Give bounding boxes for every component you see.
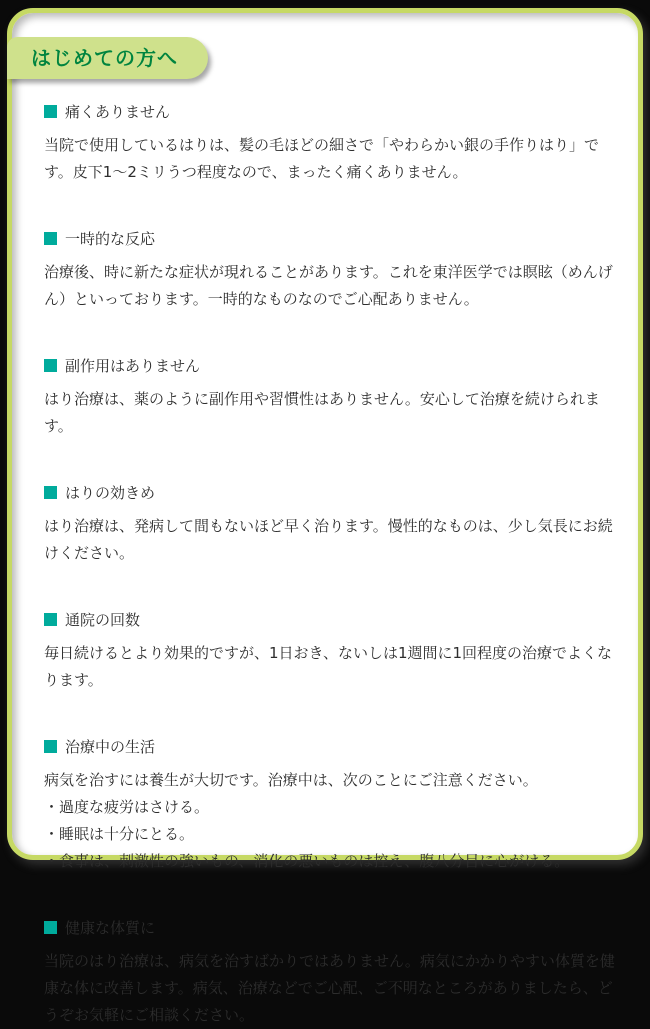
section-body [44,948,626,1029]
square-bullet-icon [44,613,57,626]
square-bullet-icon [44,105,57,118]
section-heading [44,355,626,376]
info-section [44,482,626,567]
section-heading [44,482,626,503]
square-bullet-icon [44,359,57,372]
section-heading-text: 痛くありません [65,103,171,121]
info-section [44,228,626,313]
body-paragraph: ・睡眠は十分にとる。 [44,825,195,843]
section-body [44,767,626,875]
section-heading [44,917,626,938]
section-body [44,640,626,694]
section-heading [44,101,626,122]
section-heading-text: 治療中の生活 [65,738,156,756]
section-heading [44,736,626,757]
content-panel [7,8,643,1024]
body-paragraph: 当院で使用しているはりは、髪の毛ほどの細さで「やわらかい銀の手作りはり」です。皮下1〜2ミリうつ程度なので、まったく痛くありません。 [44,136,600,181]
section-body [44,259,626,313]
section-heading [44,609,626,630]
body-paragraph: 当院のはり治療は、病気を治すばかりではありません。病気にかかりやすい体質を健康な体に改善します。病気、治療などでご心配、ご不明なところがありましたら、どうぞお気軽にご相談ください。 [44,952,615,1024]
page-title-tab [7,37,208,79]
body-paragraph: 治療後、時に新たな症状が現れることがあります。これを東洋医学では瞑眩（めんげん）といっております。一時的なものなのでご心配ありません。 [44,263,613,308]
section-heading [44,228,626,249]
page-title: はじめての方へ [31,46,178,70]
info-section [44,917,626,1029]
sections-container [44,101,626,1029]
section-body [44,386,626,440]
info-section [44,101,626,186]
square-bullet-icon [44,486,57,499]
body-paragraph: ・食事は、刺激性の強いもの、消化の悪いものは控え、腹八分目に心がける。 [44,852,570,870]
section-heading-text: はりの効きめ [65,484,156,502]
section-body [44,513,626,567]
section-heading-text: 健康な体質に [65,919,156,937]
body-paragraph: 毎日続けるとより効果的ですが、1日おき、ないしは1週間に1回程度の治療でよくなります。 [44,644,613,689]
info-section [44,355,626,440]
square-bullet-icon [44,921,57,934]
section-heading-text: 一時的な反応 [65,230,156,248]
body-paragraph: はり治療は、発病して間もないほど早く治ります。慢性的なものは、少し気長にお続けください。 [44,517,613,562]
square-bullet-icon [44,740,57,753]
info-section [44,736,626,875]
info-section [44,609,626,694]
section-heading-text: 通院の回数 [65,611,141,629]
body-paragraph: ・過度な疲労はさける。 [44,798,210,816]
body-paragraph: はり治療は、薬のように副作用や習慣性はありません。安心して治療を続けられます。 [44,390,600,435]
square-bullet-icon [44,232,57,245]
body-paragraph: 病気を治すには養生が大切です。治療中は、次のことにご注意ください。 [44,771,538,789]
section-heading-text: 副作用はありません [65,357,201,375]
section-body [44,132,626,186]
